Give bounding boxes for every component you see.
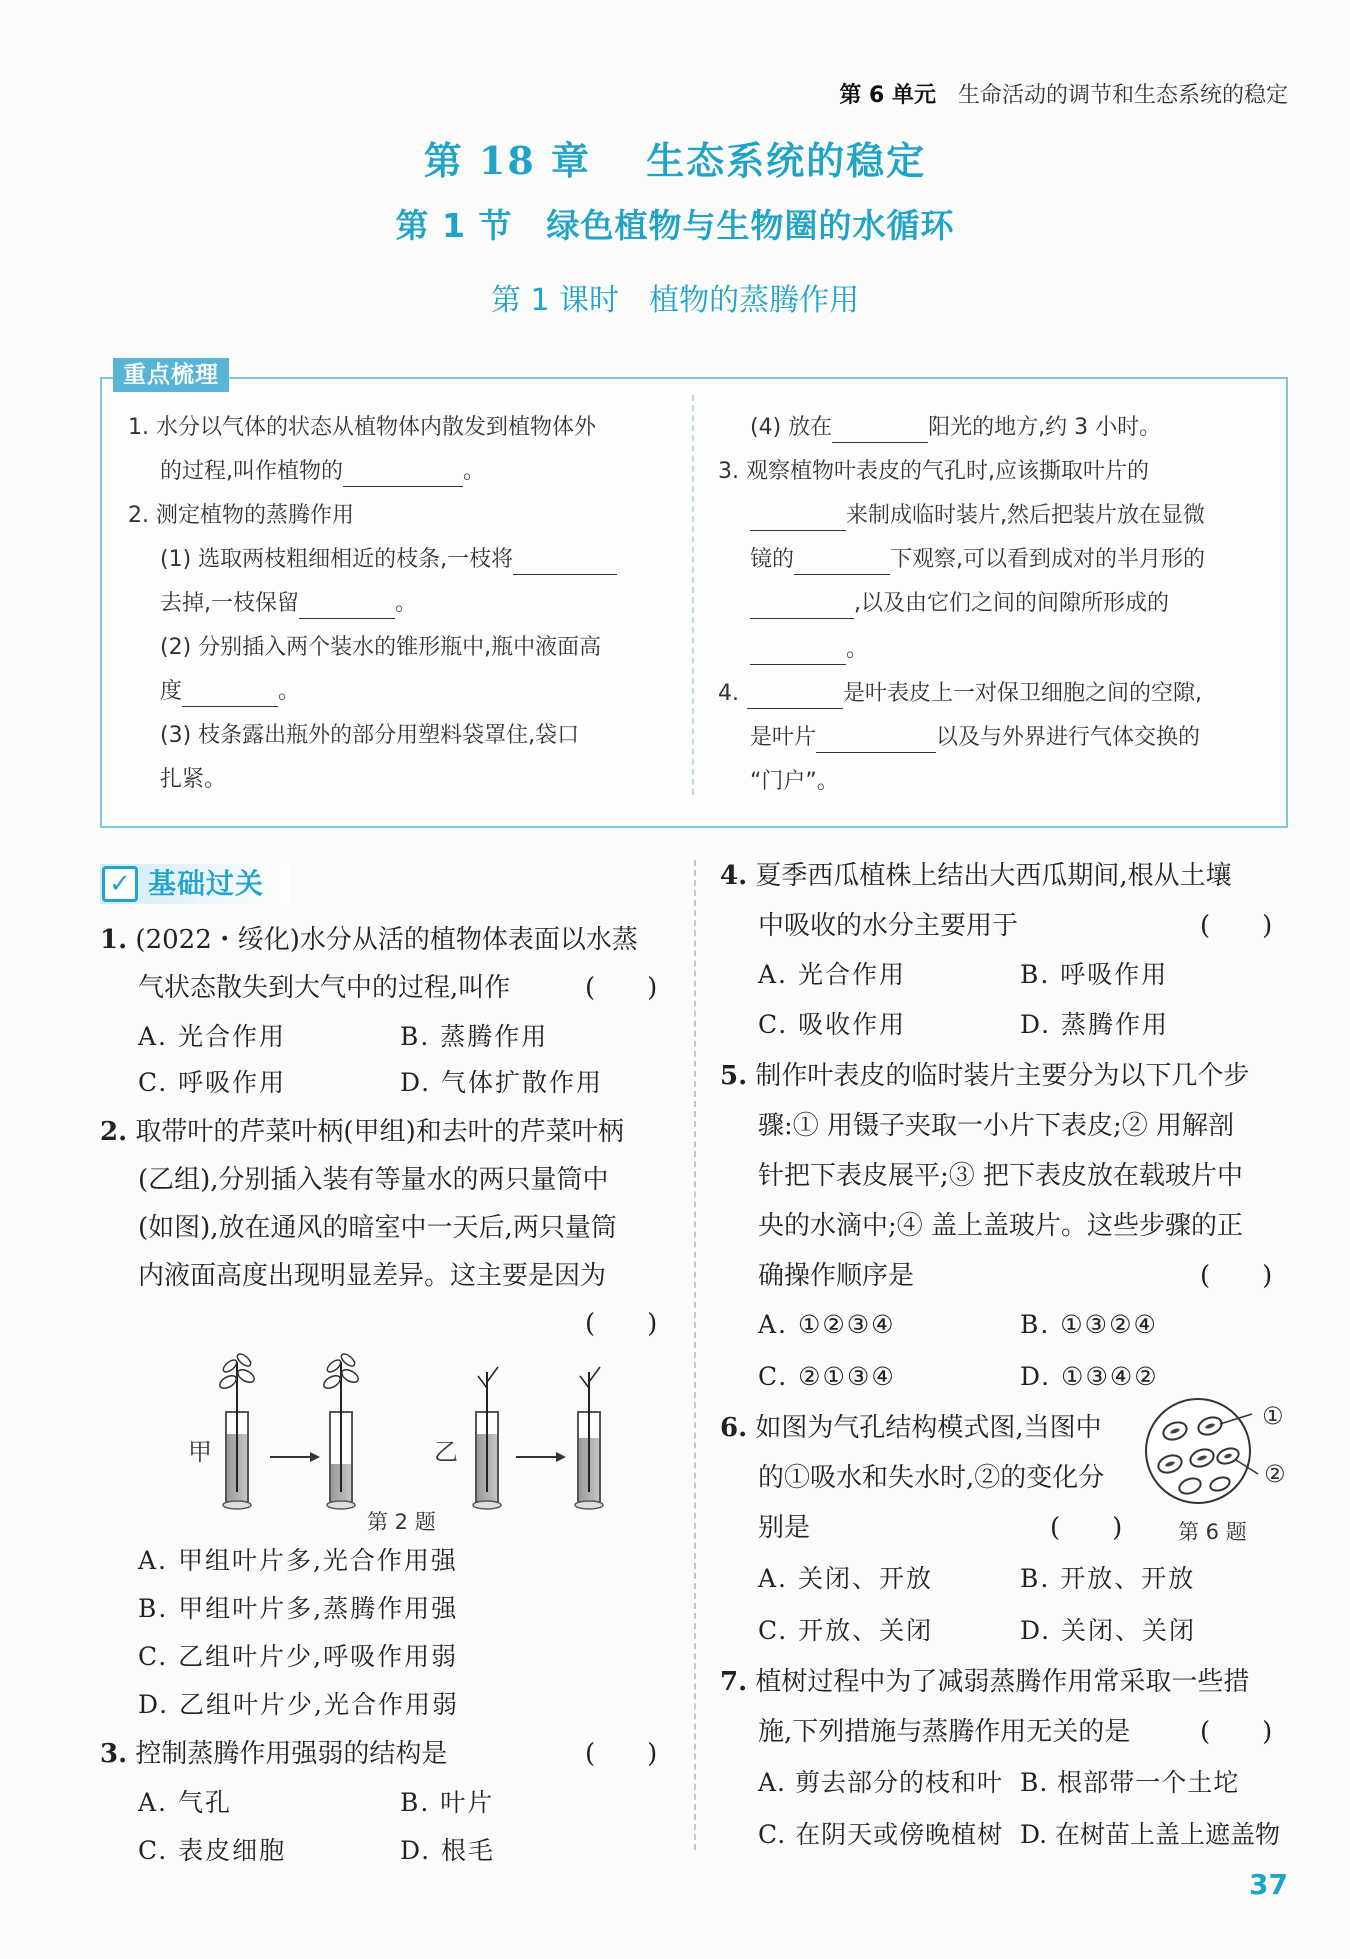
- summary-line: 3. 观察植物叶表皮的气孔时,应该撕取叶片的: [718, 459, 1149, 484]
- question-line: 气状态散失到大气中的过程,叫作: [138, 973, 511, 1003]
- summary-line: [160, 677, 300, 707]
- summary-line: [718, 679, 1202, 709]
- question-line: 确操作顺序是: [758, 1261, 915, 1291]
- question-line: [100, 1114, 624, 1150]
- question-line: [100, 922, 638, 958]
- summary-text: ,以及由它们之间的间隙所形成的: [854, 591, 1169, 616]
- figure-label-1: ①: [1262, 1402, 1284, 1430]
- option-b[interactable]: B. 叶片: [400, 1788, 495, 1817]
- question-text: (2022・绥化)水分从活的植物体表面以水蒸: [135, 925, 638, 955]
- question-line: 别是: [758, 1513, 811, 1543]
- fill-blank[interactable]: [182, 682, 278, 707]
- figure-caption: 第 2 题: [367, 1510, 436, 1534]
- option-c[interactable]: C. 在阴天或傍晚植树: [758, 1820, 1004, 1849]
- option-b[interactable]: B. 开放、开放: [1020, 1564, 1196, 1593]
- fill-blank[interactable]: [750, 506, 846, 531]
- fill-blank[interactable]: [816, 728, 936, 753]
- summary-text: 以及与外界进行气体交换的: [936, 725, 1201, 750]
- section-title: 第 1 节 绿色植物与生物圈的水循环: [395, 206, 955, 245]
- checkbox-icon: ✓: [102, 866, 138, 902]
- lesson-title: 第 1 课时 植物的蒸腾作用: [490, 283, 860, 318]
- summary-text: 。: [395, 591, 418, 616]
- option-a[interactable]: A. 剪去部分的枝和叶: [758, 1768, 1003, 1797]
- chapter-title: 第 18 章 生态系统的稳定: [423, 138, 927, 183]
- summary-text: 。: [278, 679, 301, 704]
- figure-q6-stomata: [1140, 1396, 1270, 1506]
- fill-blank[interactable]: [343, 462, 463, 487]
- summary-text: (1) 选取两枝粗细相近的枝条,一枝将: [160, 547, 514, 572]
- question-number: 6.: [720, 1413, 748, 1443]
- question-line: [720, 858, 1232, 894]
- option-b[interactable]: B. 蒸腾作用: [400, 1022, 549, 1051]
- question-line: (如图),放在通风的暗室中一天后,两只量筒: [138, 1213, 617, 1243]
- answer-bracket[interactable]: ( ): [585, 1739, 658, 1769]
- option-b[interactable]: B. 呼吸作用: [1020, 960, 1169, 989]
- cylinder-yi-after: [575, 1367, 603, 1509]
- fill-blank[interactable]: [513, 550, 617, 575]
- summary-line: (3) 枝条露出瓶外的部分用塑料袋罩住,袋口: [160, 723, 580, 748]
- option-d[interactable]: D. 气体扩散作用: [400, 1068, 604, 1097]
- fill-blank[interactable]: [794, 550, 890, 575]
- section-label: 基础过关: [148, 867, 265, 900]
- summary-divider: [692, 395, 694, 795]
- question-number: 3.: [100, 1739, 128, 1769]
- arrow-head-icon: [310, 1452, 320, 1462]
- summary-line: [160, 457, 485, 487]
- unit-number: 第 6 单元: [839, 83, 936, 108]
- summary-line: [750, 545, 1205, 575]
- figure-q2-cylinders: [180, 1352, 640, 1512]
- option-b[interactable]: B. 甲组叶片多,蒸腾作用强: [138, 1594, 459, 1623]
- option-b[interactable]: B. ①③②④: [1020, 1310, 1158, 1339]
- figure-label-2: ②: [1264, 1460, 1286, 1488]
- summary-line: [750, 501, 1205, 531]
- option-d[interactable]: D. 蒸腾作用: [1020, 1010, 1170, 1039]
- summary-line: [750, 589, 1169, 619]
- option-d[interactable]: D. ①③④②: [1020, 1362, 1159, 1391]
- summary-text: 是叶片: [750, 725, 817, 750]
- answer-bracket[interactable]: ( ): [1200, 911, 1273, 941]
- fill-blank[interactable]: [750, 594, 854, 619]
- option-a[interactable]: A. 甲组叶片多,光合作用强: [138, 1546, 458, 1575]
- summary-text: (4) 放在: [750, 415, 833, 440]
- option-b[interactable]: B. 根部带一个土坨: [1020, 1768, 1240, 1797]
- option-c[interactable]: C. ②①③④: [758, 1362, 896, 1391]
- option-d[interactable]: D. 根毛: [400, 1836, 496, 1865]
- summary-line: [750, 413, 1161, 443]
- unit-title: 生命活动的调节和生态系统的稳定: [957, 83, 1288, 108]
- summary-text: 4.: [718, 681, 739, 706]
- summary-text: 下观察,可以看到成对的半月形的: [890, 547, 1206, 572]
- summary-text: 来制成临时装片,然后把装片放在显微: [846, 503, 1205, 528]
- answer-bracket[interactable]: ( ): [585, 1309, 658, 1339]
- summary-text: 阳光的地方,约 3 小时。: [928, 415, 1162, 440]
- summary-line: 2. 测定植物的蒸腾作用: [128, 503, 354, 528]
- cylinder-jia-before: [218, 1352, 257, 1509]
- summary-text: 镜的: [750, 547, 795, 572]
- option-a[interactable]: A. 光合作用: [758, 960, 906, 989]
- summary-line: [160, 589, 417, 619]
- option-d[interactable]: D. 关闭、关闭: [1020, 1616, 1197, 1645]
- arrow-head-icon: [556, 1452, 566, 1462]
- question-line: 中吸收的水分主要用于: [758, 911, 1019, 941]
- question-text: 制作叶表皮的临时装片主要分为以下几个步: [755, 1061, 1250, 1091]
- question-line: [720, 1058, 1249, 1094]
- question-line: [720, 1410, 1102, 1446]
- question-line: [100, 1736, 447, 1772]
- answer-bracket[interactable]: ( ): [1200, 1717, 1273, 1747]
- question-number: 4.: [720, 861, 748, 891]
- question-line: 央的水滴中;④ 盖上盖玻片。这些步骤的正: [758, 1211, 1244, 1241]
- question-number: 5.: [720, 1061, 748, 1091]
- question-number: 7.: [720, 1667, 748, 1697]
- summary-line: 1. 水分以气体的状态从植物体内散发到植物体外: [128, 415, 596, 440]
- question-line: 施,下列措施与蒸腾作用无关的是: [758, 1717, 1131, 1747]
- figure-label-yi: 乙: [434, 1438, 458, 1466]
- question-line: 骤:① 用镊子夹取一小片下表皮;② 用解剖: [758, 1111, 1235, 1141]
- answer-bracket[interactable]: ( ): [1200, 1261, 1273, 1291]
- question-text: 控制蒸腾作用强弱的结构是: [135, 1739, 448, 1769]
- figure-caption: 第 6 题: [1178, 1520, 1247, 1544]
- option-c[interactable]: C. 开放、关闭: [758, 1616, 934, 1645]
- question-number: 2.: [100, 1117, 128, 1147]
- summary-text: 。: [846, 637, 869, 662]
- figure-label-jia: 甲: [188, 1438, 212, 1466]
- summary-text: 去掉,一枝保留: [160, 591, 299, 616]
- question-line: 的①吸水和失水时,②的变化分: [758, 1463, 1105, 1493]
- question-line: (乙组),分别插入装有等量水的两只量筒中: [138, 1165, 609, 1195]
- summary-tag: 重点梳理: [113, 358, 229, 392]
- summary-line: 扎紧。: [160, 767, 227, 792]
- question-line: 针把下表皮展平;③ 把下表皮放在载玻片中: [758, 1161, 1244, 1191]
- answer-bracket[interactable]: ( ): [1050, 1513, 1123, 1543]
- question-text: 植树过程中为了减弱蒸腾作用常采取一些措: [755, 1667, 1250, 1697]
- question-line: 内液面高度出现明显差异。这主要是因为: [138, 1261, 607, 1291]
- option-c[interactable]: C. 吸收作用: [758, 1010, 907, 1039]
- option-c[interactable]: C. 表皮细胞: [138, 1836, 287, 1865]
- summary-text: 度: [160, 679, 183, 704]
- summary-text: 。: [463, 459, 486, 484]
- option-a[interactable]: A. 关闭、开放: [758, 1564, 933, 1593]
- question-number: 1.: [100, 925, 128, 955]
- option-c[interactable]: C. 呼吸作用: [138, 1068, 287, 1097]
- question-line: [720, 1664, 1249, 1700]
- question-text: 夏季西瓜植株上结出大西瓜期间,根从土壤: [755, 861, 1232, 891]
- option-a[interactable]: A. 气孔: [138, 1788, 232, 1817]
- summary-line: “门户”。: [750, 769, 839, 794]
- fill-blank[interactable]: [299, 594, 395, 619]
- option-d[interactable]: D. 在树苗上盖上遮盖物: [1020, 1820, 1281, 1849]
- option-a[interactable]: A. 光合作用: [138, 1022, 286, 1051]
- question-text: 如图为气孔结构模式图,当图中: [755, 1413, 1102, 1443]
- summary-line: [750, 635, 868, 665]
- summary-line: (2) 分别插入两个装水的锥形瓶中,瓶中液面高: [160, 635, 602, 660]
- answer-bracket[interactable]: ( ): [585, 973, 658, 1003]
- cylinder-jia-after: [322, 1352, 361, 1509]
- fill-blank[interactable]: [750, 640, 846, 665]
- summary-line: [160, 545, 617, 575]
- page-header: [0, 78, 1288, 109]
- option-d[interactable]: D. 乙组叶片少,光合作用弱: [138, 1690, 459, 1719]
- page-number: 37: [1249, 1868, 1288, 1901]
- question-text: 取带叶的芹菜叶柄(甲组)和去叶的芹菜叶柄: [135, 1117, 624, 1147]
- summary-text: 是叶表皮上一对保卫细胞之间的空隙,: [843, 681, 1202, 706]
- option-a[interactable]: A. ①②③④: [758, 1310, 896, 1339]
- cylinder-yi-before: [473, 1367, 501, 1509]
- summary-line: [750, 723, 1200, 753]
- column-divider: [694, 860, 696, 1850]
- fill-blank[interactable]: [747, 684, 843, 709]
- option-c[interactable]: C. 乙组叶片少,呼吸作用弱: [138, 1642, 459, 1671]
- fill-blank[interactable]: [832, 418, 928, 443]
- summary-text: 的过程,叫作植物的: [160, 459, 343, 484]
